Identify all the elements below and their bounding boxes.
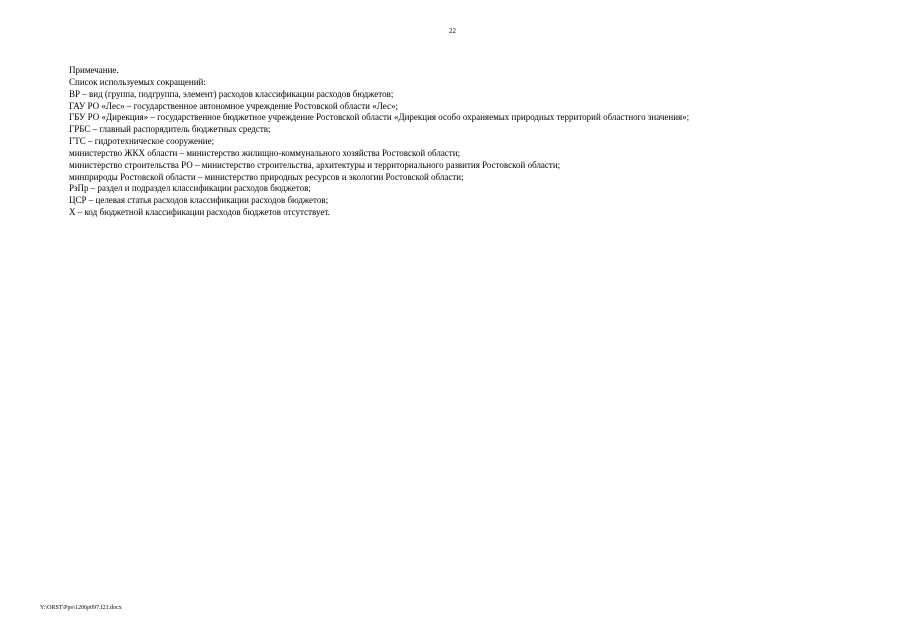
abbreviation-item: Х – код бюджетной классификации расходов бюджетов отсутствует.	[69, 207, 330, 218]
abbreviation-item: ГРБС – главный распорядитель бюджетных средств;	[69, 124, 271, 135]
abbreviation-item: ВР – вид (группа, подгруппа, элемент) расходов классификации расходов бюджетов;	[69, 88, 394, 99]
abbreviation-item: минприроды Ростовской области – министерство природных ресурсов и экологии Ростовской области;	[69, 171, 464, 182]
footer-file-path: Y:\ORST\Ppo\1206p097.f21.docx	[40, 605, 122, 611]
abbreviation-item: министерство ЖКХ области – министерство жилищно-коммунального хозяйства Ростовской области;	[69, 147, 461, 158]
note-heading: Примечание.	[69, 65, 119, 75]
abbreviation-item: ГТС – гидротехническое сооружение;	[69, 136, 215, 147]
page-number: 22	[449, 27, 456, 35]
abbreviation-item: ЦСР – целевая статья расходов классификации расходов бюджетов;	[69, 195, 329, 206]
note-block	[69, 65, 869, 219]
abbreviations-title: Список используемых сокращений:	[69, 76, 206, 87]
abbreviation-item: РзПр – раздел и подраздел классификации расходов бюджетов;	[69, 183, 311, 194]
abbreviation-item: ГБУ РО «Дирекция» – государственное бюджетное учреждение Ростовской области «Дирекция особо охраняемых природных территорий областного значения»;	[69, 112, 690, 123]
abbreviation-item: ГАУ РО «Лес» – государственное автономное учреждение Ростовской области «Лес»;	[69, 100, 398, 111]
abbreviation-item: министерство строительства РО – министерство строительства, архитектуры и территориального развития Ростовской области;	[69, 159, 561, 170]
